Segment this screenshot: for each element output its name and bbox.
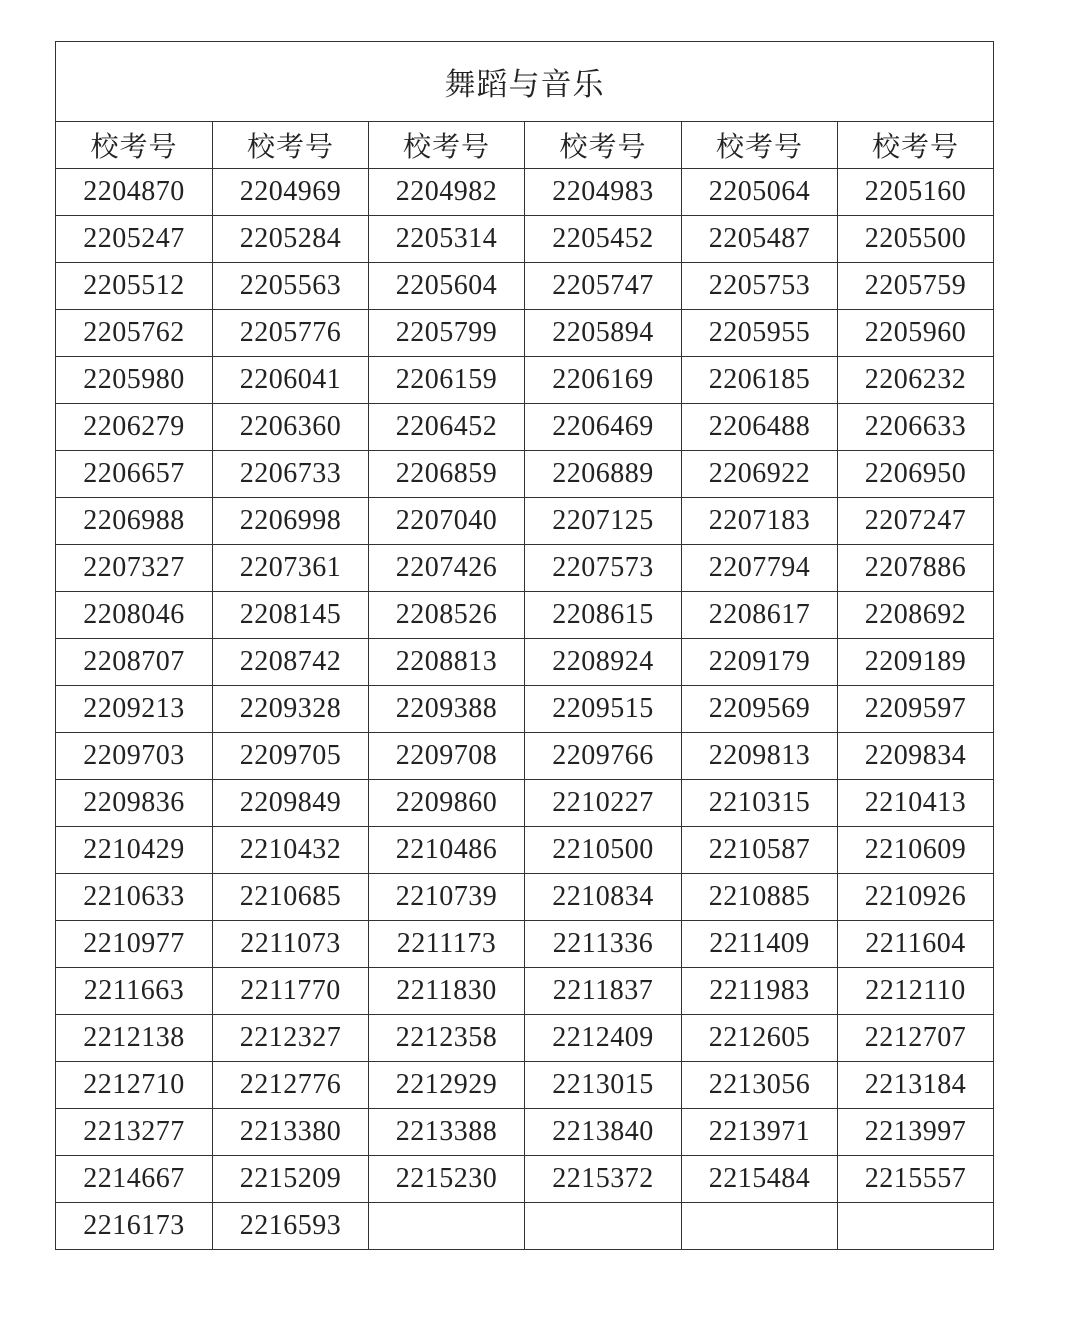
table-cell: 2212409 xyxy=(525,1015,682,1062)
table-row xyxy=(56,545,994,592)
table-cell: 2214667 xyxy=(56,1156,213,1203)
table-cell xyxy=(682,1203,838,1250)
table-cell: 2207040 xyxy=(369,498,525,545)
table-cell: 2206998 xyxy=(213,498,369,545)
table-cell: 2210739 xyxy=(369,874,525,921)
table-cell: 2212707 xyxy=(838,1015,994,1062)
table-cell: 2205960 xyxy=(838,310,994,357)
table-cell: 2205762 xyxy=(56,310,213,357)
table-row xyxy=(56,216,994,263)
table-cell xyxy=(525,1203,682,1250)
table-cell: 2205487 xyxy=(682,216,838,263)
table-title: 舞蹈与音乐 xyxy=(56,42,994,122)
table-cell: 2207125 xyxy=(525,498,682,545)
table-cell: 2212138 xyxy=(56,1015,213,1062)
table-cell: 2216593 xyxy=(213,1203,369,1250)
title-row xyxy=(56,42,994,122)
table-cell: 2206950 xyxy=(838,451,994,498)
table-cell: 2210429 xyxy=(56,827,213,874)
table-cell: 2206657 xyxy=(56,451,213,498)
table-row xyxy=(56,1062,994,1109)
table-cell: 2213997 xyxy=(838,1109,994,1156)
table-row xyxy=(56,404,994,451)
column-header: 校考号 xyxy=(525,122,682,169)
table-cell: 2205759 xyxy=(838,263,994,310)
table-cell: 2205776 xyxy=(213,310,369,357)
table-cell: 2216173 xyxy=(56,1203,213,1250)
table-row xyxy=(56,733,994,780)
table-cell: 2215372 xyxy=(525,1156,682,1203)
table-cell: 2209213 xyxy=(56,686,213,733)
table-cell: 2209703 xyxy=(56,733,213,780)
table-cell: 2209836 xyxy=(56,780,213,827)
table-row xyxy=(56,921,994,968)
table-cell xyxy=(369,1203,525,1250)
table-cell: 2211983 xyxy=(682,968,838,1015)
table-cell: 2205452 xyxy=(525,216,682,263)
table-cell: 2206922 xyxy=(682,451,838,498)
table-cell: 2208924 xyxy=(525,639,682,686)
table-cell: 2211073 xyxy=(213,921,369,968)
table-cell: 2210685 xyxy=(213,874,369,921)
exam-number-table xyxy=(55,41,994,1250)
table-cell: 2206469 xyxy=(525,404,682,451)
table-cell: 2205064 xyxy=(682,169,838,216)
table-cell: 2205563 xyxy=(213,263,369,310)
table-row xyxy=(56,968,994,1015)
table-cell: 2208707 xyxy=(56,639,213,686)
table-cell: 2213971 xyxy=(682,1109,838,1156)
table-cell: 2210432 xyxy=(213,827,369,874)
table-cell: 2206279 xyxy=(56,404,213,451)
table-cell: 2209705 xyxy=(213,733,369,780)
table-cell: 2211830 xyxy=(369,968,525,1015)
table-cell: 2205247 xyxy=(56,216,213,263)
table-row xyxy=(56,827,994,874)
table-cell: 2206169 xyxy=(525,357,682,404)
table-cell: 2208615 xyxy=(525,592,682,639)
table-cell: 2209179 xyxy=(682,639,838,686)
table-row xyxy=(56,451,994,498)
table-cell: 2211336 xyxy=(525,921,682,968)
table-cell: 2205980 xyxy=(56,357,213,404)
table-cell: 2210486 xyxy=(369,827,525,874)
table-cell: 2215484 xyxy=(682,1156,838,1203)
table-cell: 2206452 xyxy=(369,404,525,451)
table-cell: 2205512 xyxy=(56,263,213,310)
table-cell: 2209813 xyxy=(682,733,838,780)
table-cell: 2204982 xyxy=(369,169,525,216)
table-cell: 2207327 xyxy=(56,545,213,592)
table-cell: 2213015 xyxy=(525,1062,682,1109)
table-cell: 2205799 xyxy=(369,310,525,357)
table-cell: 2210633 xyxy=(56,874,213,921)
table-row xyxy=(56,1109,994,1156)
table-cell: 2206633 xyxy=(838,404,994,451)
table-cell: 2207361 xyxy=(213,545,369,592)
table-cell: 2207183 xyxy=(682,498,838,545)
table-cell: 2208742 xyxy=(213,639,369,686)
table-cell: 2211770 xyxy=(213,968,369,1015)
table-row xyxy=(56,686,994,733)
table-cell: 2213184 xyxy=(838,1062,994,1109)
table-cell: 2206889 xyxy=(525,451,682,498)
table-cell: 2215557 xyxy=(838,1156,994,1203)
table-cell: 2209328 xyxy=(213,686,369,733)
table-cell: 2205955 xyxy=(682,310,838,357)
table-cell: 2212776 xyxy=(213,1062,369,1109)
table-cell: 2211663 xyxy=(56,968,213,1015)
table-cell: 2205500 xyxy=(838,216,994,263)
table-cell: 2211409 xyxy=(682,921,838,968)
table-cell: 2206041 xyxy=(213,357,369,404)
table-cell: 2212605 xyxy=(682,1015,838,1062)
table-cell: 2207886 xyxy=(838,545,994,592)
table-cell: 2206488 xyxy=(682,404,838,451)
header-row xyxy=(56,122,994,169)
table-cell: 2211837 xyxy=(525,968,682,1015)
table-cell: 2209834 xyxy=(838,733,994,780)
table-cell: 2210609 xyxy=(838,827,994,874)
table-cell: 2211173 xyxy=(369,921,525,968)
table-row xyxy=(56,639,994,686)
table-cell: 2212929 xyxy=(369,1062,525,1109)
column-header: 校考号 xyxy=(838,122,994,169)
table-cell: 2205284 xyxy=(213,216,369,263)
table-cell: 2213380 xyxy=(213,1109,369,1156)
table-cell: 2206232 xyxy=(838,357,994,404)
table-cell: 2208617 xyxy=(682,592,838,639)
table-row xyxy=(56,592,994,639)
table-cell: 2208813 xyxy=(369,639,525,686)
table-cell xyxy=(838,1203,994,1250)
table-cell: 2215209 xyxy=(213,1156,369,1203)
table-cell: 2210227 xyxy=(525,780,682,827)
column-header: 校考号 xyxy=(369,122,525,169)
table-cell: 2213388 xyxy=(369,1109,525,1156)
table-cell: 2207426 xyxy=(369,545,525,592)
table-cell: 2210587 xyxy=(682,827,838,874)
table-cell: 2204870 xyxy=(56,169,213,216)
table-row xyxy=(56,169,994,216)
table-cell: 2210977 xyxy=(56,921,213,968)
table-cell: 2209515 xyxy=(525,686,682,733)
table-cell: 2209766 xyxy=(525,733,682,780)
table-row xyxy=(56,874,994,921)
table-cell: 2210315 xyxy=(682,780,838,827)
table-cell: 2212710 xyxy=(56,1062,213,1109)
table-cell: 2212327 xyxy=(213,1015,369,1062)
table-cell: 2209597 xyxy=(838,686,994,733)
table-cell: 2206185 xyxy=(682,357,838,404)
table-cell: 2209860 xyxy=(369,780,525,827)
table-cell: 2206859 xyxy=(369,451,525,498)
table-cell: 2210500 xyxy=(525,827,682,874)
table-row xyxy=(56,1156,994,1203)
table-cell: 2211604 xyxy=(838,921,994,968)
table-cell: 2205604 xyxy=(369,263,525,310)
column-header: 校考号 xyxy=(682,122,838,169)
table-cell: 2205160 xyxy=(838,169,994,216)
table-cell: 2212358 xyxy=(369,1015,525,1062)
table-cell: 2206733 xyxy=(213,451,369,498)
table-row xyxy=(56,357,994,404)
table-cell: 2205894 xyxy=(525,310,682,357)
table-cell: 2205753 xyxy=(682,263,838,310)
table-cell: 2209388 xyxy=(369,686,525,733)
table-cell: 2212110 xyxy=(838,968,994,1015)
table-cell: 2210834 xyxy=(525,874,682,921)
table-cell: 2208692 xyxy=(838,592,994,639)
table-cell: 2206159 xyxy=(369,357,525,404)
table-cell: 2210413 xyxy=(838,780,994,827)
table-cell: 2209189 xyxy=(838,639,994,686)
table-cell: 2206360 xyxy=(213,404,369,451)
table-row xyxy=(56,780,994,827)
table-row xyxy=(56,1203,994,1250)
column-header: 校考号 xyxy=(213,122,369,169)
table-cell: 2207573 xyxy=(525,545,682,592)
table-cell: 2208046 xyxy=(56,592,213,639)
table-cell: 2209708 xyxy=(369,733,525,780)
table-cell: 2215230 xyxy=(369,1156,525,1203)
table-cell: 2207794 xyxy=(682,545,838,592)
table-cell: 2205747 xyxy=(525,263,682,310)
table-row xyxy=(56,498,994,545)
table-cell: 2213840 xyxy=(525,1109,682,1156)
column-header: 校考号 xyxy=(56,122,213,169)
table-cell: 2213056 xyxy=(682,1062,838,1109)
table-row xyxy=(56,263,994,310)
table-cell: 2205314 xyxy=(369,216,525,263)
table-cell: 2208145 xyxy=(213,592,369,639)
table-cell: 2209569 xyxy=(682,686,838,733)
table-cell: 2206988 xyxy=(56,498,213,545)
table-cell: 2204969 xyxy=(213,169,369,216)
table-row xyxy=(56,1015,994,1062)
table-cell: 2210926 xyxy=(838,874,994,921)
table-cell: 2209849 xyxy=(213,780,369,827)
table-cell: 2213277 xyxy=(56,1109,213,1156)
table-row xyxy=(56,310,994,357)
table-cell: 2210885 xyxy=(682,874,838,921)
table-cell: 2204983 xyxy=(525,169,682,216)
table-cell: 2207247 xyxy=(838,498,994,545)
table-cell: 2208526 xyxy=(369,592,525,639)
